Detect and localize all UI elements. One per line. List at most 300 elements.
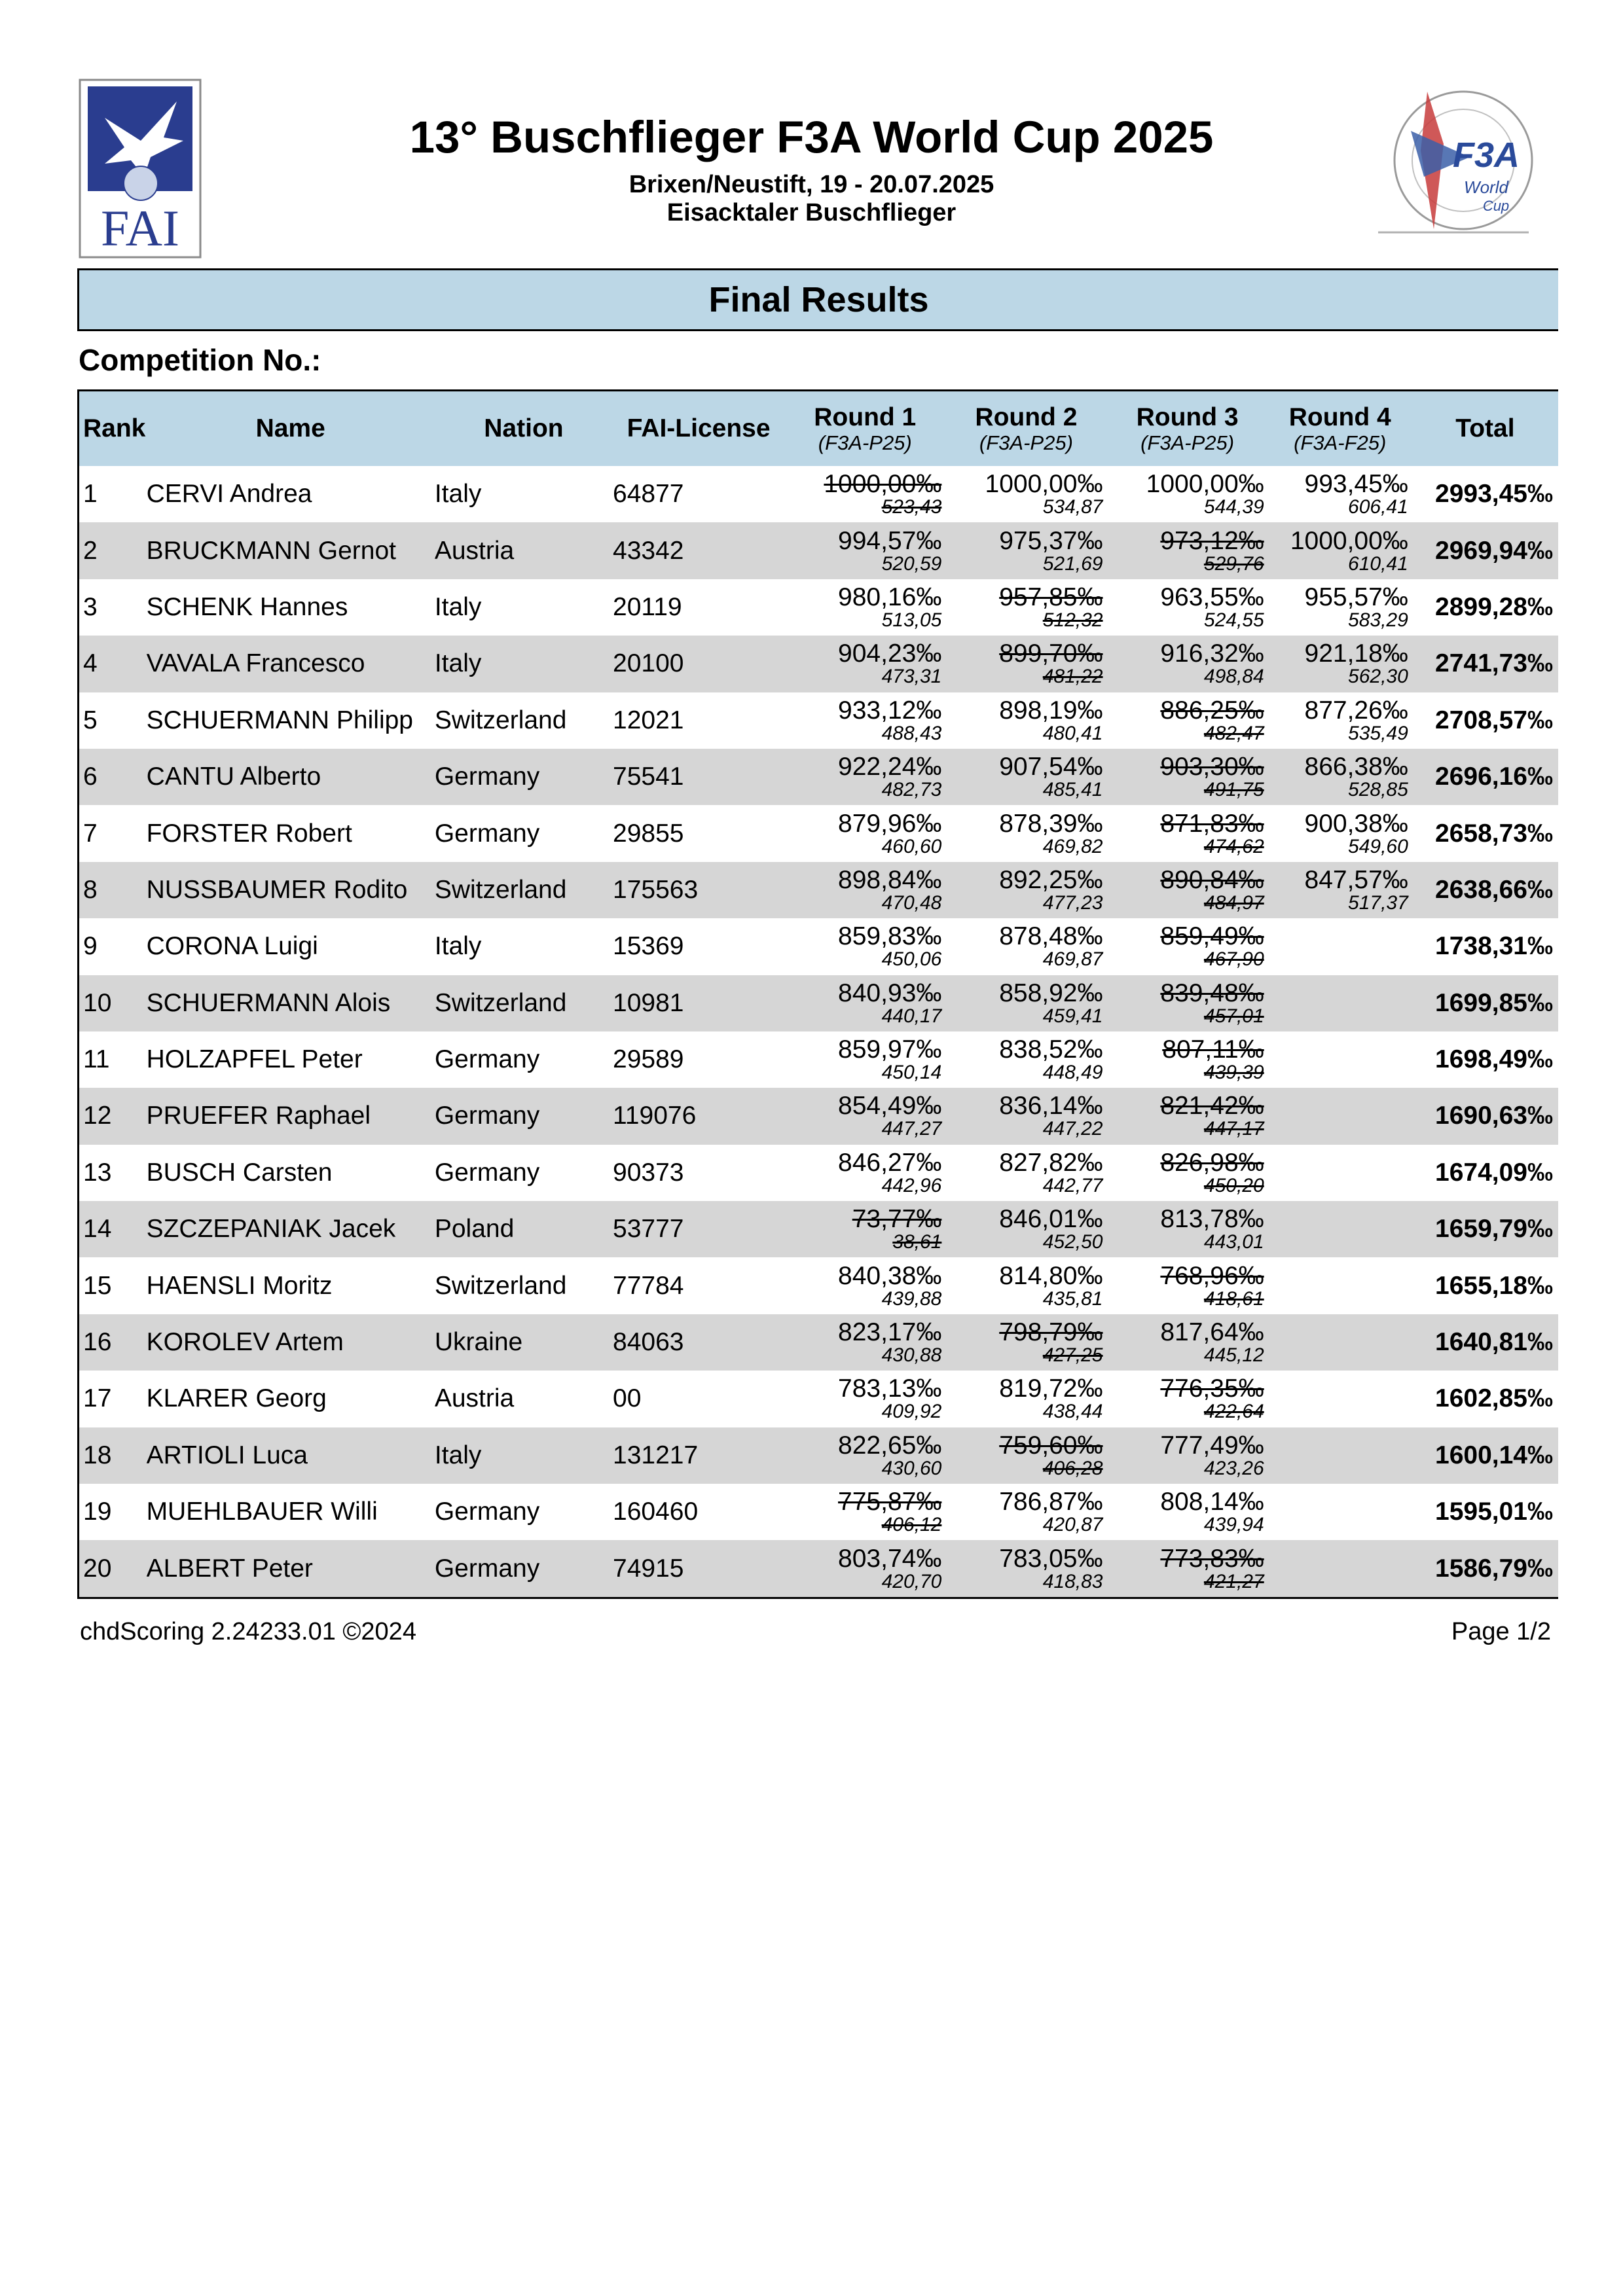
round-points: 904,23‰ [838, 639, 942, 668]
round-raw-score: 450,14 [881, 1062, 942, 1084]
round1-score-cell [784, 522, 945, 579]
round2-score-cell [945, 1145, 1106, 1201]
license-cell: 64877 [613, 466, 784, 522]
nation-cell: Austria [435, 1371, 613, 1427]
license-cell: 131217 [613, 1427, 784, 1484]
license-cell: 119076 [613, 1088, 784, 1144]
rank-cell: 15 [79, 1257, 147, 1314]
nation-cell: Italy [435, 1427, 613, 1484]
rank-cell: 4 [79, 636, 147, 692]
round2-score-cell [945, 1484, 1106, 1540]
svg-text:Cup: Cup [1482, 198, 1510, 214]
round-raw-score: 450,06 [881, 948, 942, 971]
col-round2-header [945, 391, 1106, 467]
rank-cell: 5 [79, 692, 147, 749]
round-raw-score: 421,27 [1203, 1570, 1264, 1592]
round4-schedule: (F3A-F25) [1294, 431, 1387, 454]
round-raw-score: 606,41 [1348, 496, 1408, 518]
total-cell: 1586,79‰ [1412, 1540, 1558, 1598]
round-points: 898,19‰ [999, 696, 1103, 725]
total-cell: 1698,49‰ [1412, 1031, 1558, 1088]
round3-schedule: (F3A-P25) [1140, 431, 1235, 454]
rank-cell: 17 [79, 1371, 147, 1427]
pilot-name-cell: KOROLEV Artem [147, 1314, 435, 1371]
round-raw-score: 469,82 [1042, 835, 1103, 857]
round-raw-score: 610,41 [1348, 552, 1408, 575]
round-raw-score: 488,43 [881, 722, 942, 744]
round3-score-cell [1107, 1314, 1268, 1371]
total-cell: 2993,45‰ [1412, 466, 1558, 522]
round3-score-cell [1107, 1145, 1268, 1201]
nation-cell: Germany [435, 1031, 613, 1088]
round-raw-score: 406,28 [1042, 1457, 1103, 1479]
col-round1-header [784, 391, 945, 467]
round-points: 859,49‰ [1160, 922, 1264, 951]
round-points: 957,85‰ [999, 583, 1103, 611]
round2-score-cell [945, 805, 1106, 861]
software-credit: chdScoring 2.24233.01 ©2024 [80, 1618, 416, 1645]
round2-score-cell [945, 636, 1106, 692]
round-points: 859,97‰ [838, 1035, 942, 1064]
nation-cell: Italy [435, 579, 613, 636]
round-raw-score: 447,22 [1042, 1118, 1103, 1140]
round4-label: Round 4 [1288, 403, 1391, 431]
nation-cell: Germany [435, 1145, 613, 1201]
table-row [79, 862, 1559, 918]
page-number: Page 1/2 [1451, 1618, 1551, 1645]
round3-score-cell [1107, 1257, 1268, 1314]
round-points: 786,87‰ [999, 1488, 1103, 1516]
total-cell: 1595,01‰ [1412, 1484, 1558, 1540]
round1-score-cell [784, 1201, 945, 1257]
table-row [79, 749, 1559, 805]
round-raw-score: 477,23 [1042, 891, 1103, 914]
round2-score-cell [945, 1540, 1106, 1598]
rank-cell: 3 [79, 579, 147, 636]
round2-label: Round 2 [975, 403, 1078, 431]
pilot-name-cell: CANTU Alberto [147, 749, 435, 805]
round1-score-cell [784, 579, 945, 636]
table-row [79, 1484, 1559, 1540]
round2-score-cell [945, 1031, 1106, 1088]
license-cell: 20100 [613, 636, 784, 692]
license-cell: 175563 [613, 862, 784, 918]
pilot-name-cell: HAENSLI Moritz [147, 1257, 435, 1314]
table-row [79, 1257, 1559, 1314]
round-points: 777,49‰ [1160, 1431, 1264, 1460]
round3-score-cell [1107, 918, 1268, 975]
round-raw-score: 467,90 [1203, 948, 1264, 971]
round-points: 871,83‰ [1160, 809, 1264, 838]
round3-score-cell [1107, 692, 1268, 749]
round1-score-cell [784, 1145, 945, 1201]
round2-score-cell [945, 1201, 1106, 1257]
results-body [79, 466, 1559, 1598]
round-raw-score: 469,87 [1042, 948, 1103, 971]
license-cell: 20119 [613, 579, 784, 636]
round3-score-cell [1107, 749, 1268, 805]
pilot-name-cell: NUSSBAUMER Rodito [147, 862, 435, 918]
round4-score-cell [1268, 1540, 1412, 1598]
round4-score-cell [1268, 1201, 1412, 1257]
round1-score-cell [784, 918, 945, 975]
round4-score-cell [1268, 1257, 1412, 1314]
round2-score-cell [945, 1314, 1106, 1371]
round1-score-cell [784, 862, 945, 918]
rank-cell: 7 [79, 805, 147, 861]
rank-cell: 13 [79, 1145, 147, 1201]
table-row [79, 522, 1559, 579]
round4-score-cell [1268, 579, 1412, 636]
round2-schedule: (F3A-P25) [979, 431, 1073, 454]
round-raw-score: 439,39 [1203, 1062, 1264, 1084]
svg-text:World: World [1464, 177, 1508, 197]
pilot-name-cell: SCHUERMANN Philipp [147, 692, 435, 749]
round-raw-score: 549,60 [1348, 835, 1408, 857]
fai-logo [79, 79, 202, 259]
col-nation-header: Nation [435, 391, 613, 467]
pilot-name-cell: SCHUERMANN Alois [147, 975, 435, 1031]
round-raw-score: 438,44 [1042, 1401, 1103, 1423]
total-cell: 1602,85‰ [1412, 1371, 1558, 1427]
round3-score-cell [1107, 1540, 1268, 1598]
round-raw-score: 512,32 [1042, 609, 1103, 631]
round-points: 903,30‰ [1160, 753, 1264, 781]
nation-cell: Germany [435, 1540, 613, 1598]
pilot-name-cell: CERVI Andrea [147, 466, 435, 522]
rank-cell: 19 [79, 1484, 147, 1540]
pilot-name-cell: KLARER Georg [147, 1371, 435, 1427]
round-points: 846,27‰ [838, 1148, 942, 1177]
round-points: 813,78‰ [1160, 1205, 1264, 1234]
round3-score-cell [1107, 805, 1268, 861]
license-cell: 29589 [613, 1031, 784, 1088]
round-raw-score: 474,62 [1203, 835, 1264, 857]
nation-cell: Austria [435, 522, 613, 579]
table-row [79, 1201, 1559, 1257]
nation-cell: Ukraine [435, 1314, 613, 1371]
round-points: 859,83‰ [838, 922, 942, 951]
round1-score-cell [784, 636, 945, 692]
table-row [79, 1145, 1559, 1201]
round-raw-score: 445,12 [1203, 1344, 1264, 1367]
pilot-name-cell: ARTIOLI Luca [147, 1427, 435, 1484]
round-points: 836,14‰ [999, 1092, 1103, 1121]
round-points: 776,35‰ [1160, 1374, 1264, 1403]
rank-cell: 11 [79, 1031, 147, 1088]
round4-score-cell [1268, 1145, 1412, 1201]
round-points: 840,93‰ [838, 978, 942, 1007]
fai-logo-text: FAI [101, 200, 179, 257]
round-points: 783,05‰ [999, 1544, 1103, 1573]
round1-score-cell [784, 1484, 945, 1540]
round2-score-cell [945, 749, 1106, 805]
round-raw-score: 482,73 [881, 779, 942, 801]
round-points: 879,96‰ [838, 809, 942, 838]
rank-cell: 1 [79, 466, 147, 522]
nation-cell: Italy [435, 918, 613, 975]
round4-score-cell [1268, 1088, 1412, 1144]
round-points: 768,96‰ [1160, 1261, 1264, 1290]
round-points: 73,77‰ [852, 1205, 942, 1234]
pilot-name-cell: SCHENK Hannes [147, 579, 435, 636]
round-raw-score: 427,25 [1042, 1344, 1103, 1367]
total-cell: 2741,73‰ [1412, 636, 1558, 692]
round-raw-score: 520,59 [881, 552, 942, 575]
round1-score-cell [784, 975, 945, 1031]
round4-score-cell [1268, 1371, 1412, 1427]
total-cell: 1699,85‰ [1412, 975, 1558, 1031]
banner-title: Final Results [708, 280, 929, 319]
round-points: 858,92‰ [999, 978, 1103, 1007]
table-header-row [79, 391, 1559, 467]
round4-score-cell [1268, 522, 1412, 579]
table-row [79, 579, 1559, 636]
round3-label: Round 3 [1136, 403, 1239, 431]
nation-cell: Switzerland [435, 862, 613, 918]
license-cell: 74915 [613, 1540, 784, 1598]
round-points: 892,25‰ [999, 865, 1103, 894]
round-points: 907,54‰ [999, 753, 1103, 781]
round-raw-score: 448,49 [1042, 1062, 1103, 1084]
round-raw-score: 480,41 [1042, 722, 1103, 744]
table-row [79, 636, 1559, 692]
rank-cell: 2 [79, 522, 147, 579]
round3-score-cell [1107, 1484, 1268, 1540]
final-results-banner [77, 268, 1558, 331]
pilot-name-cell: BRUCKMANN Gernot [147, 522, 435, 579]
round2-score-cell [945, 975, 1106, 1031]
total-cell: 1738,31‰ [1412, 918, 1558, 975]
round2-score-cell [945, 1427, 1106, 1484]
round-points: 827,82‰ [999, 1148, 1103, 1177]
nation-cell: Germany [435, 805, 613, 861]
round-points: 826,98‰ [1160, 1148, 1264, 1177]
round-points: 973,12‰ [1160, 526, 1264, 555]
round-raw-score: 485,41 [1042, 779, 1103, 801]
round4-score-cell [1268, 1031, 1412, 1088]
round-raw-score: 523,43 [881, 496, 942, 518]
round4-score-cell [1268, 1484, 1412, 1540]
round-raw-score: 473,31 [881, 666, 942, 688]
round-points: 808,14‰ [1160, 1488, 1264, 1516]
round-points: 890,84‰ [1160, 865, 1264, 894]
license-cell: 53777 [613, 1201, 784, 1257]
round-points: 994,57‰ [838, 526, 942, 555]
round-points: 980,16‰ [838, 583, 942, 611]
round-raw-score: 409,92 [881, 1401, 942, 1423]
nation-cell: Germany [435, 1088, 613, 1144]
round-points: 922,24‰ [838, 753, 942, 781]
round-raw-score: 484,97 [1203, 891, 1264, 914]
pilot-name-cell: VAVALA Francesco [147, 636, 435, 692]
round-raw-score: 498,84 [1203, 666, 1264, 688]
round-points: 775,87‰ [838, 1488, 942, 1516]
round-raw-score: 534,87 [1042, 496, 1103, 518]
license-cell: 12021 [613, 692, 784, 749]
license-cell: 43342 [613, 522, 784, 579]
round3-score-cell [1107, 1088, 1268, 1144]
round-raw-score: 430,60 [881, 1457, 942, 1479]
round3-score-cell [1107, 466, 1268, 522]
col-name-header: Name [147, 391, 435, 467]
round-raw-score: 38,61 [892, 1231, 942, 1253]
rank-cell: 6 [79, 749, 147, 805]
round2-score-cell [945, 862, 1106, 918]
license-cell: 15369 [613, 918, 784, 975]
round1-schedule: (F3A-P25) [818, 431, 912, 454]
results-table [77, 389, 1558, 1599]
round1-score-cell [784, 1257, 945, 1314]
round-raw-score: 420,87 [1042, 1514, 1103, 1536]
total-cell: 1640,81‰ [1412, 1314, 1558, 1371]
license-cell: 160460 [613, 1484, 784, 1540]
round-raw-score: 447,27 [881, 1118, 942, 1140]
total-cell: 1659,79‰ [1412, 1201, 1558, 1257]
round4-score-cell [1268, 636, 1412, 692]
round-points: 803,74‰ [838, 1544, 942, 1573]
round1-score-cell [784, 749, 945, 805]
round3-score-cell [1107, 522, 1268, 579]
round-points: 814,80‰ [999, 1261, 1103, 1290]
round-points: 866,38‰ [1304, 753, 1408, 781]
round-points: 975,37‰ [999, 526, 1103, 555]
round-points: 878,48‰ [999, 922, 1103, 951]
round-points: 899,70‰ [999, 639, 1103, 668]
competition-number-label: Competition No.: [79, 343, 321, 377]
round4-score-cell [1268, 1314, 1412, 1371]
rank-cell: 16 [79, 1314, 147, 1371]
round1-score-cell [784, 1031, 945, 1088]
round-raw-score: 460,60 [881, 835, 942, 857]
round-raw-score: 513,05 [881, 609, 942, 631]
total-cell: 1690,63‰ [1412, 1088, 1558, 1144]
round-points: 783,13‰ [838, 1374, 942, 1403]
round-points: 933,12‰ [838, 696, 942, 725]
rank-cell: 18 [79, 1427, 147, 1484]
rank-cell: 8 [79, 862, 147, 918]
round2-score-cell [945, 918, 1106, 975]
round-points: 1000,00‰ [824, 470, 942, 499]
round3-score-cell [1107, 579, 1268, 636]
round-raw-score: 440,17 [881, 1005, 942, 1027]
round1-score-cell [784, 466, 945, 522]
round-points: 963,55‰ [1160, 583, 1264, 611]
rank-cell: 12 [79, 1088, 147, 1144]
round3-score-cell [1107, 1371, 1268, 1427]
pilot-name-cell: BUSCH Carsten [147, 1145, 435, 1201]
nation-cell: Switzerland [435, 692, 613, 749]
svg-text:F3A: F3A [1452, 135, 1520, 175]
round-raw-score: 418,61 [1203, 1287, 1264, 1310]
total-cell: 2899,28‰ [1412, 579, 1558, 636]
round-raw-score: 544,39 [1203, 496, 1264, 518]
round-points: 846,01‰ [999, 1205, 1103, 1234]
round2-score-cell [945, 1088, 1106, 1144]
table-row [79, 1540, 1559, 1598]
round-points: 840,38‰ [838, 1261, 942, 1290]
table-row [79, 692, 1559, 749]
round-points: 955,57‰ [1304, 583, 1408, 611]
round-raw-score: 529,76 [1203, 552, 1264, 575]
round-points: 823,17‰ [838, 1318, 942, 1347]
round-raw-score: 562,30 [1348, 666, 1408, 688]
total-cell: 2708,57‰ [1412, 692, 1558, 749]
round-points: 1000,00‰ [985, 470, 1103, 499]
event-organizer: Eisacktaler Buschflieger [666, 199, 957, 226]
round1-score-cell [784, 692, 945, 749]
rank-cell: 10 [79, 975, 147, 1031]
round-raw-score: 439,94 [1203, 1514, 1264, 1536]
round1-score-cell [784, 1314, 945, 1371]
round-raw-score: 528,85 [1348, 779, 1408, 801]
round1-score-cell [784, 805, 945, 861]
round-points: 921,18‰ [1304, 639, 1408, 668]
license-cell: 77784 [613, 1257, 784, 1314]
round-raw-score: 418,83 [1042, 1570, 1103, 1592]
table-row [79, 918, 1559, 975]
round-raw-score: 443,01 [1203, 1231, 1264, 1253]
round-raw-score: 517,37 [1348, 891, 1408, 914]
rank-cell: 20 [79, 1540, 147, 1598]
round-raw-score: 450,20 [1203, 1174, 1264, 1196]
round1-score-cell [784, 1088, 945, 1144]
total-cell: 2658,73‰ [1412, 805, 1558, 861]
round-raw-score: 470,48 [881, 891, 942, 914]
round-points: 759,60‰ [999, 1431, 1103, 1460]
round3-score-cell [1107, 975, 1268, 1031]
col-license-header: FAI-License [613, 391, 784, 467]
round-raw-score: 430,88 [881, 1344, 942, 1367]
round-points: 900,38‰ [1304, 809, 1408, 838]
col-round3-header [1107, 391, 1268, 467]
round2-score-cell [945, 522, 1106, 579]
round2-score-cell [945, 1257, 1106, 1314]
license-cell: 10981 [613, 975, 784, 1031]
table-row [79, 1088, 1559, 1144]
table-row [79, 1371, 1559, 1427]
rank-cell: 9 [79, 918, 147, 975]
round4-score-cell [1268, 862, 1412, 918]
pilot-name-cell: MUEHLBAUER Willi [147, 1484, 435, 1540]
round3-score-cell [1107, 1031, 1268, 1088]
round-raw-score: 481,22 [1042, 666, 1103, 688]
round-raw-score: 452,50 [1042, 1231, 1103, 1253]
round4-score-cell [1268, 975, 1412, 1031]
col-total-header: Total [1412, 391, 1558, 467]
page-title: 13° Buschflieger F3A World Cup 2025 [409, 112, 1214, 162]
pilot-name-cell: FORSTER Robert [147, 805, 435, 861]
round-points: 839,48‰ [1160, 978, 1264, 1007]
round1-label: Round 1 [814, 403, 917, 431]
total-cell: 1655,18‰ [1412, 1257, 1558, 1314]
round-raw-score: 459,41 [1042, 1005, 1103, 1027]
round-raw-score: 420,70 [881, 1570, 942, 1592]
round-points: 854,49‰ [838, 1092, 942, 1121]
round1-score-cell [784, 1371, 945, 1427]
license-cell: 00 [613, 1371, 784, 1427]
round-raw-score: 521,69 [1042, 552, 1103, 575]
round-points: 773,83‰ [1160, 1544, 1264, 1573]
round-raw-score: 435,81 [1042, 1287, 1103, 1310]
round-points: 886,25‰ [1160, 696, 1264, 725]
round-raw-score: 482,47 [1203, 722, 1264, 744]
nation-cell: Switzerland [435, 1257, 613, 1314]
total-cell: 2969,94‰ [1412, 522, 1558, 579]
pilot-name-cell: ALBERT Peter [147, 1540, 435, 1598]
round3-score-cell [1107, 862, 1268, 918]
total-cell: 1674,09‰ [1412, 1145, 1558, 1201]
